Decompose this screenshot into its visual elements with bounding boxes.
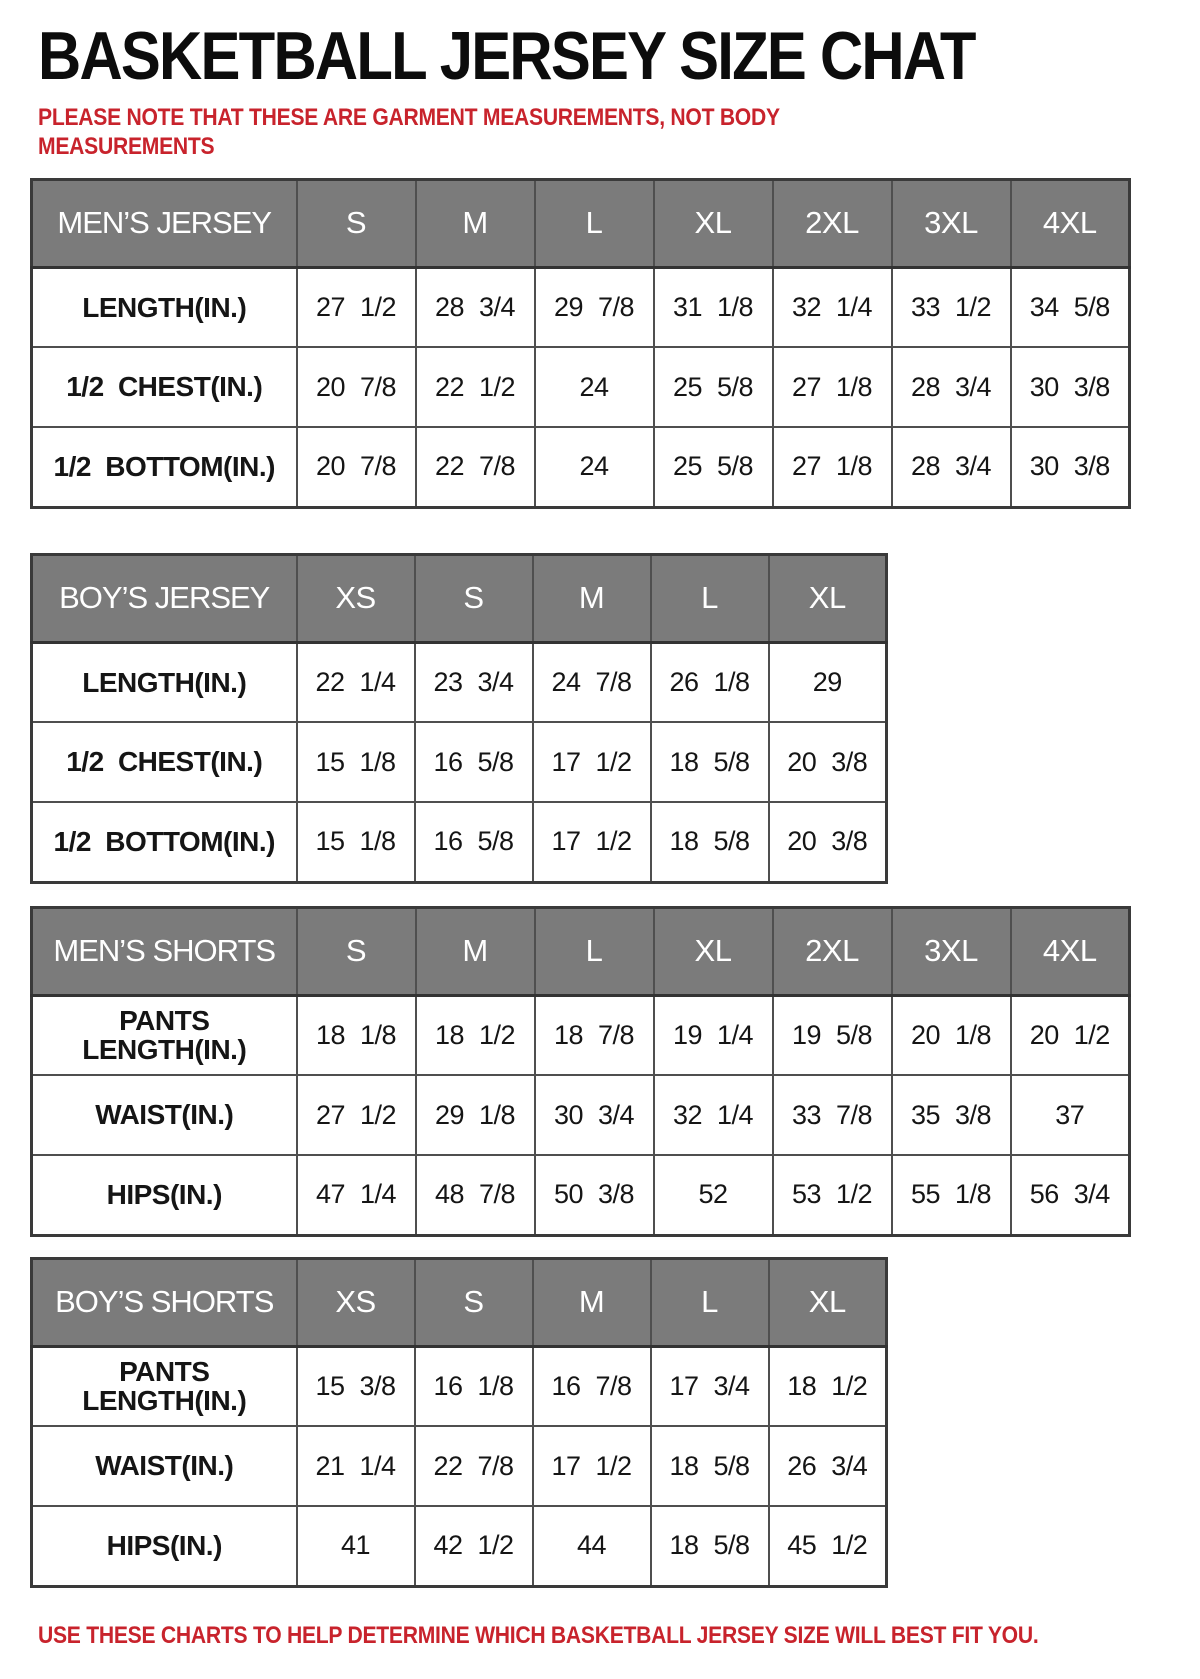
size-value: 44 (533, 1506, 651, 1586)
size-value: 17 1/2 (533, 1426, 651, 1506)
column-header-m: M (416, 907, 535, 995)
size-value: 37 (1011, 1075, 1130, 1155)
size-value: 17 1/2 (533, 722, 651, 802)
size-value: 28 3/4 (892, 347, 1011, 427)
row-label: LENGTH(IN.) (32, 267, 297, 347)
row-label: WAIST(IN.) (32, 1075, 297, 1155)
row-label: 1/2 BOTTOM(IN.) (32, 427, 297, 507)
size-value: 26 3/4 (769, 1426, 887, 1506)
column-header-l: L (651, 554, 769, 642)
size-value: 18 5/8 (651, 1426, 769, 1506)
size-value: 20 3/8 (769, 802, 887, 882)
column-header-s: S (297, 907, 416, 995)
size-value: 18 5/8 (651, 1506, 769, 1586)
table-row (32, 642, 887, 722)
size-value: 20 7/8 (297, 347, 416, 427)
table-row (32, 347, 1130, 427)
size-value: 27 1/2 (297, 1075, 416, 1155)
table-header-row (32, 1258, 887, 1346)
size-value: 18 1/8 (297, 995, 416, 1075)
size-value: 15 1/8 (297, 722, 415, 802)
table-row (32, 1155, 1130, 1235)
size-value: 18 1/2 (416, 995, 535, 1075)
size-value: 22 7/8 (415, 1426, 533, 1506)
column-header-4xl: 4XL (1011, 179, 1130, 267)
column-header-l: L (535, 907, 654, 995)
row-label: HIPS(IN.) (32, 1155, 297, 1235)
row-label: PANTS LENGTH(IN.) (32, 1346, 297, 1426)
table-row (32, 802, 887, 882)
table-row (32, 1426, 887, 1506)
size-value: 33 1/2 (892, 267, 1011, 347)
size-value: 29 (769, 642, 887, 722)
size-value: 21 1/4 (297, 1426, 415, 1506)
size-value: 17 3/4 (651, 1346, 769, 1426)
column-header-2xl: 2XL (773, 179, 892, 267)
row-label: HIPS(IN.) (32, 1506, 297, 1586)
size-value: 22 1/2 (416, 347, 535, 427)
size-value: 35 3/8 (892, 1075, 1011, 1155)
size-value: 53 1/2 (773, 1155, 892, 1235)
size-value: 47 1/4 (297, 1155, 416, 1235)
column-header-m: M (533, 1258, 651, 1346)
size-value: 52 (654, 1155, 773, 1235)
row-label: 1/2 BOTTOM(IN.) (32, 802, 297, 882)
size-value: 26 1/8 (651, 642, 769, 722)
column-header-m: M (533, 554, 651, 642)
size-value: 24 (535, 347, 654, 427)
size-value: 30 3/8 (1011, 347, 1130, 427)
size-value: 15 1/8 (297, 802, 415, 882)
size-value: 16 7/8 (533, 1346, 651, 1426)
size-value: 27 1/8 (773, 427, 892, 507)
size-value: 20 1/2 (1011, 995, 1130, 1075)
size-table-mens-jersey (30, 178, 1131, 509)
size-value: 18 5/8 (651, 802, 769, 882)
size-value: 30 3/4 (535, 1075, 654, 1155)
size-value: 16 5/8 (415, 722, 533, 802)
column-header-3xl: 3XL (892, 179, 1011, 267)
size-value: 32 1/4 (654, 1075, 773, 1155)
size-value: 33 7/8 (773, 1075, 892, 1155)
size-value: 19 5/8 (773, 995, 892, 1075)
page-title: BASKETBALL JERSEY SIZE CHAT (38, 18, 975, 94)
table-row (32, 1346, 887, 1426)
column-header-3xl: 3XL (892, 907, 1011, 995)
table-name: MEN’S SHORTS (32, 907, 297, 995)
column-header-s: S (297, 179, 416, 267)
size-table-boys-shorts (30, 1257, 888, 1588)
size-value: 24 (535, 427, 654, 507)
size-value: 28 3/4 (416, 267, 535, 347)
size-value: 19 1/4 (654, 995, 773, 1075)
column-header-xl: XL (654, 907, 773, 995)
column-header-xl: XL (769, 1258, 887, 1346)
size-value: 16 1/8 (415, 1346, 533, 1426)
size-value: 25 5/8 (654, 427, 773, 507)
table-row (32, 1506, 887, 1586)
column-header-4xl: 4XL (1011, 907, 1130, 995)
row-label: 1/2 CHEST(IN.) (32, 347, 297, 427)
column-header-s: S (415, 554, 533, 642)
size-value: 34 5/8 (1011, 267, 1130, 347)
size-value: 20 3/8 (769, 722, 887, 802)
size-value: 18 7/8 (535, 995, 654, 1075)
table-name: BOY’S JERSEY (32, 554, 297, 642)
size-value: 56 3/4 (1011, 1155, 1130, 1235)
size-value: 22 1/4 (297, 642, 415, 722)
column-header-2xl: 2XL (773, 907, 892, 995)
table-row (32, 267, 1130, 347)
size-value: 17 1/2 (533, 802, 651, 882)
size-value: 50 3/8 (535, 1155, 654, 1235)
size-value: 20 7/8 (297, 427, 416, 507)
row-label: WAIST(IN.) (32, 1426, 297, 1506)
table-name: BOY’S SHORTS (32, 1258, 297, 1346)
size-value: 31 1/8 (654, 267, 773, 347)
table-header-row (32, 554, 887, 642)
size-value: 30 3/8 (1011, 427, 1130, 507)
size-value: 20 1/8 (892, 995, 1011, 1075)
size-value: 24 7/8 (533, 642, 651, 722)
row-label: LENGTH(IN.) (32, 642, 297, 722)
size-value: 32 1/4 (773, 267, 892, 347)
size-table-mens-shorts (30, 906, 1131, 1237)
table-header-row (32, 179, 1130, 267)
size-value: 23 3/4 (415, 642, 533, 722)
table-header-row (32, 907, 1130, 995)
size-value: 55 1/8 (892, 1155, 1011, 1235)
footer-note: USE THESE CHARTS TO HELP DETERMINE WHICH BASKETBALL JERSEY SIZE WILL BEST FIT YOU. (38, 1621, 1039, 1649)
column-header-xl: XL (769, 554, 887, 642)
table-row (32, 1075, 1130, 1155)
row-label: 1/2 CHEST(IN.) (32, 722, 297, 802)
table-row (32, 995, 1130, 1075)
column-header-s: S (415, 1258, 533, 1346)
size-value: 27 1/8 (773, 347, 892, 427)
size-value: 16 5/8 (415, 802, 533, 882)
row-label: PANTS LENGTH(IN.) (32, 995, 297, 1075)
column-header-l: L (535, 179, 654, 267)
garment-measurement-note: PLEASE NOTE THAT THESE ARE GARMENT MEASUREMENTS, NOT BODY MEASUREMENTS (38, 104, 780, 160)
size-value: 15 3/8 (297, 1346, 415, 1426)
size-value: 45 1/2 (769, 1506, 887, 1586)
table-name: MEN’S JERSEY (32, 179, 297, 267)
size-value: 48 7/8 (416, 1155, 535, 1235)
size-value: 29 7/8 (535, 267, 654, 347)
size-value: 28 3/4 (892, 427, 1011, 507)
size-value: 42 1/2 (415, 1506, 533, 1586)
size-value: 29 1/8 (416, 1075, 535, 1155)
size-table-boys-jersey (30, 553, 888, 884)
column-header-xs: XS (297, 554, 415, 642)
size-value: 22 7/8 (416, 427, 535, 507)
column-header-l: L (651, 1258, 769, 1346)
table-row (32, 722, 887, 802)
column-header-xs: XS (297, 1258, 415, 1346)
size-value: 41 (297, 1506, 415, 1586)
column-header-m: M (416, 179, 535, 267)
table-row (32, 427, 1130, 507)
size-value: 18 1/2 (769, 1346, 887, 1426)
size-value: 25 5/8 (654, 347, 773, 427)
size-value: 27 1/2 (297, 267, 416, 347)
column-header-xl: XL (654, 179, 773, 267)
size-value: 18 5/8 (651, 722, 769, 802)
size-tables (30, 178, 1200, 1588)
